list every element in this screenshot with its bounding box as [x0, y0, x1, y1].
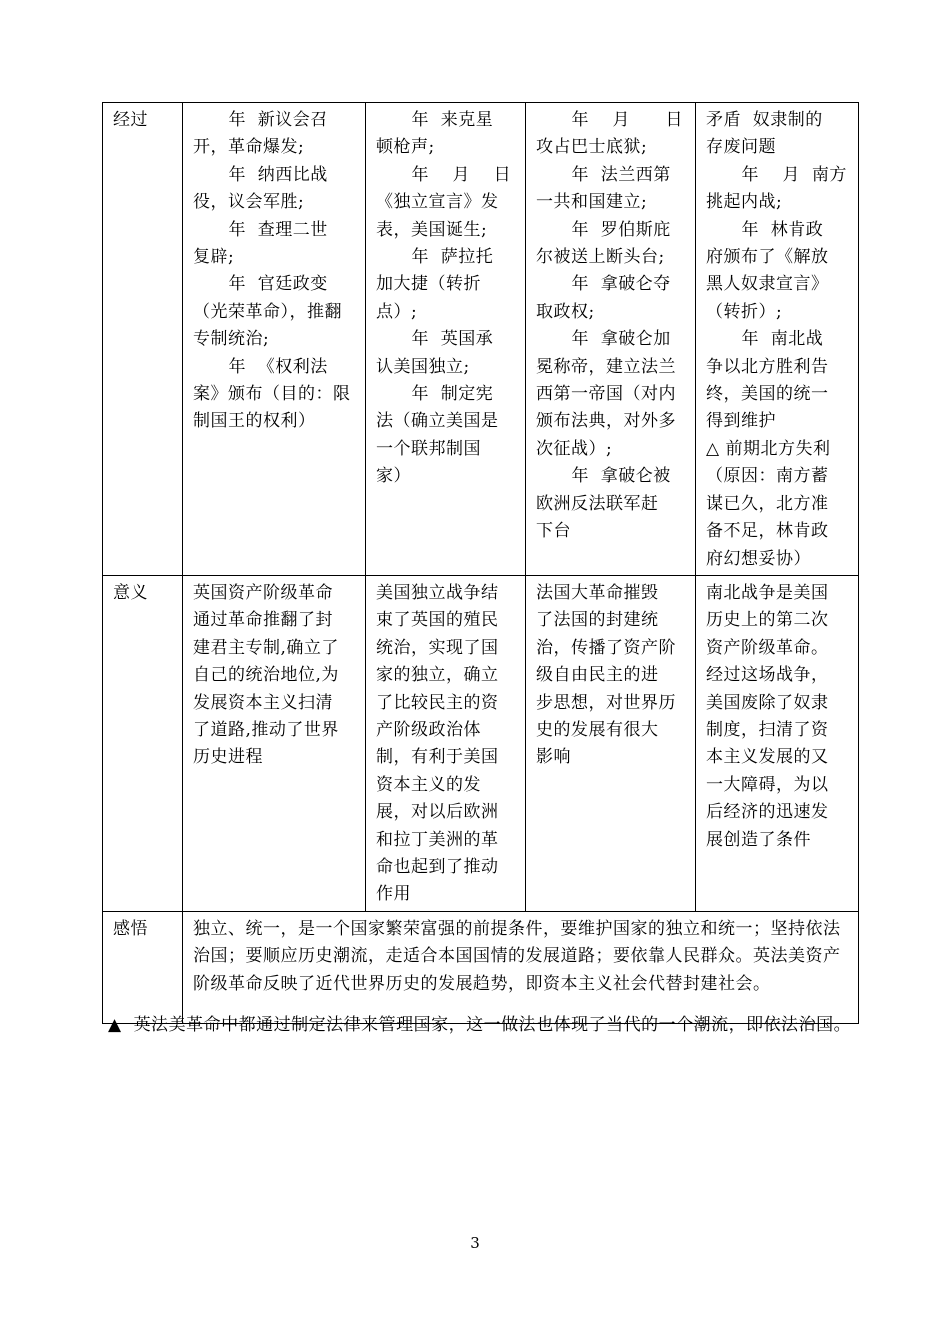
- cell-line: 府幻想妥协）: [706, 548, 811, 569]
- row-header-significance: 意义: [103, 575, 183, 911]
- cell-line: 一大障碍，为以: [706, 774, 829, 795]
- cell-line: 法（确立美国是: [376, 411, 499, 432]
- cell-line: 攻占巴士底狱;: [536, 137, 648, 158]
- cell-line: 复辟;: [193, 247, 235, 268]
- cell-line: 年 纳西比战: [193, 164, 328, 185]
- cell-line: 得到维护: [706, 411, 776, 432]
- cell-line: 存废问题: [706, 137, 776, 158]
- cell-england-process: [183, 103, 366, 576]
- cell-france-process: [526, 103, 696, 576]
- cell-line: 家的独立，确立: [376, 665, 499, 686]
- cell-line: 矛盾 奴隶制的: [706, 110, 823, 130]
- cell-line: 年 来克星: [376, 110, 494, 130]
- cell-line: 开，革命爆发;: [193, 137, 305, 158]
- cell-line: 下台: [536, 521, 571, 542]
- cell-line: 年 罗伯斯庇: [536, 219, 671, 240]
- cell-line: 案》颁布（目的：限: [193, 384, 351, 405]
- cell-line: 次征战）;: [536, 438, 613, 459]
- cell-line: 年 《权利法: [193, 356, 328, 377]
- table-row-significance: [103, 575, 859, 911]
- cell-line: 表，美国诞生;: [376, 219, 488, 240]
- cell-line: 一共和国建立;: [536, 192, 648, 213]
- cell-line: 年 南北战: [706, 329, 824, 350]
- cell-line: 专制统治;: [193, 329, 270, 350]
- cell-line: 备不足，林肯政: [706, 521, 829, 542]
- cell-england-significance: [183, 575, 366, 911]
- row-header-process: 经过: [103, 103, 183, 576]
- cell-line: 谋已久，北方准: [706, 493, 829, 514]
- cell-line: 资本主义的发: [376, 774, 481, 795]
- footnote: [108, 1012, 858, 1039]
- cell-reflection-text: 独立、统一，是一个国家繁荣富强的前提条件，要维护国家的独立和统一；坚持依法治国；要顺应历史潮流，走适合本国国情的发展道路；要依靠人民群众。英法美资产阶级革命反映了近代世界历史的发展趋势，即资本主义社会代替封建社会。: [183, 911, 859, 1023]
- cell-line: 年 月 日: [376, 164, 512, 185]
- cell-line: 年 法兰西第: [536, 164, 671, 185]
- triangle-marker-icon: ▲: [108, 1015, 122, 1035]
- cell-usa-independence-process: [366, 103, 526, 576]
- cell-line: 资产阶级革命。: [706, 637, 829, 658]
- cell-line: 南北战争是美国: [706, 582, 829, 603]
- cell-line: 一个联邦制国: [376, 438, 481, 459]
- cell-line: 影响: [536, 747, 571, 768]
- cell-line: 级自由民主的进: [536, 665, 659, 686]
- cell-line: 年 拿破仑夺: [536, 274, 671, 295]
- cell-line: 了比较民主的资: [376, 692, 499, 713]
- cell-line: 年 拿破仑被: [536, 466, 671, 487]
- cell-line: 束了英国的殖民: [376, 610, 499, 631]
- cell-line: 挑起内战;: [706, 192, 783, 213]
- cell-line: 产阶级政治体: [376, 719, 481, 740]
- row-header-reflection: 感悟: [103, 911, 183, 1023]
- cell-line: 取政权;: [536, 301, 595, 322]
- cell-line: 役，议会军胜;: [193, 192, 305, 213]
- cell-line: 加大捷（转折: [376, 274, 481, 295]
- cell-line: 和拉丁美洲的革: [376, 829, 499, 850]
- cell-line: 认美国独立;: [376, 356, 470, 377]
- cell-line: 制国王的权利）: [193, 411, 316, 432]
- cell-line: 颁布法典，对外多: [536, 411, 676, 432]
- cell-line: 治，传播了资产阶: [536, 637, 676, 658]
- footnote-text: 英法美革命中都通过制定法律来管理国家，这一做法也体现了当代的一个潮流，即依法治国。: [133, 1015, 852, 1035]
- cell-line: 史的发展有很大: [536, 719, 659, 740]
- cell-usa-independence-significance: [366, 575, 526, 911]
- cell-line: 历史进程: [193, 747, 263, 768]
- cell-line: 点）;: [376, 301, 418, 322]
- cell-line: 年 萨拉托: [376, 247, 494, 268]
- cell-line: 西第一帝国（对内: [536, 384, 676, 405]
- cell-line: 了道路,推动了世界: [193, 719, 339, 740]
- cell-line: 展，对以后欧洲: [376, 802, 499, 823]
- cell-line: （原因：南方蓄: [706, 466, 829, 487]
- cell-line: 发展资本主义扫清: [193, 692, 333, 713]
- cell-line: 家）: [376, 466, 411, 487]
- cell-line: 了法国的封建统: [536, 610, 659, 631]
- cell-line: 美国废除了奴隶: [706, 692, 829, 713]
- cell-line: 自己的统治地位,为: [193, 665, 339, 686]
- cell-line: 顿枪声;: [376, 137, 435, 158]
- cell-line: 年 拿破仑加: [536, 329, 671, 350]
- cell-line: 展创造了条件: [706, 829, 811, 850]
- cell-line: 尔被送上断头台;: [536, 247, 665, 268]
- cell-line: 命也起到了推动: [376, 856, 499, 877]
- cell-france-significance: [526, 575, 696, 911]
- cell-line: 年 制定宪: [376, 384, 494, 405]
- cell-line: 年 月 南方: [706, 164, 847, 185]
- cell-civil-war-significance: [696, 575, 859, 911]
- cell-line: 法国大革命摧毁: [536, 582, 659, 603]
- cell-line: 后经济的迅速发: [706, 802, 829, 823]
- cell-line: 经过这场战争，: [706, 665, 829, 686]
- cell-line: 黑人奴隶宣言》: [706, 274, 829, 295]
- cell-line: 年 英国承: [376, 329, 494, 350]
- cell-line: 制，有利于美国: [376, 747, 499, 768]
- cell-line: 终，美国的统一: [706, 384, 829, 405]
- cell-line: 年 新议会召: [193, 110, 328, 130]
- cell-line: 统治，实现了国: [376, 637, 499, 658]
- cell-line: 通过革命推翻了封: [193, 610, 333, 631]
- cell-line: 历史上的第二次: [706, 610, 829, 631]
- cell-line: 年 林肯政: [706, 219, 824, 240]
- table-row-process: [103, 103, 859, 576]
- cell-civil-war-process: [696, 103, 859, 576]
- cell-line: （光荣革命），推翻: [193, 301, 342, 322]
- cell-line: 冕称帝，建立法兰: [536, 356, 676, 377]
- cell-line: 争以北方胜利告: [706, 356, 829, 377]
- cell-line: （转折）;: [706, 301, 783, 322]
- cell-line: 美国独立战争结: [376, 582, 499, 603]
- cell-line: 府颁布了《解放: [706, 247, 829, 268]
- cell-line: 建君主专制,确立了: [193, 637, 339, 658]
- cell-line: 欧洲反法联军赶: [536, 493, 659, 514]
- cell-line: 作用: [376, 884, 411, 905]
- cell-line: 年 月 日: [536, 110, 683, 130]
- history-comparison-table: [102, 102, 859, 1024]
- cell-line: 年 查理二世: [193, 219, 328, 240]
- table-row-reflection: [103, 911, 859, 1023]
- cell-line: 制度，扫清了资: [706, 719, 829, 740]
- page-number: 3: [470, 1234, 480, 1252]
- cell-line: 《独立宣言》发: [376, 192, 499, 213]
- cell-line: 本主义发展的又: [706, 747, 829, 768]
- cell-line: △ 前期北方失利: [706, 438, 831, 459]
- cell-line: 步思想，对世界历: [536, 692, 676, 713]
- cell-line: 英国资产阶级革命: [193, 582, 333, 603]
- cell-line: 年 官廷政变: [193, 274, 328, 295]
